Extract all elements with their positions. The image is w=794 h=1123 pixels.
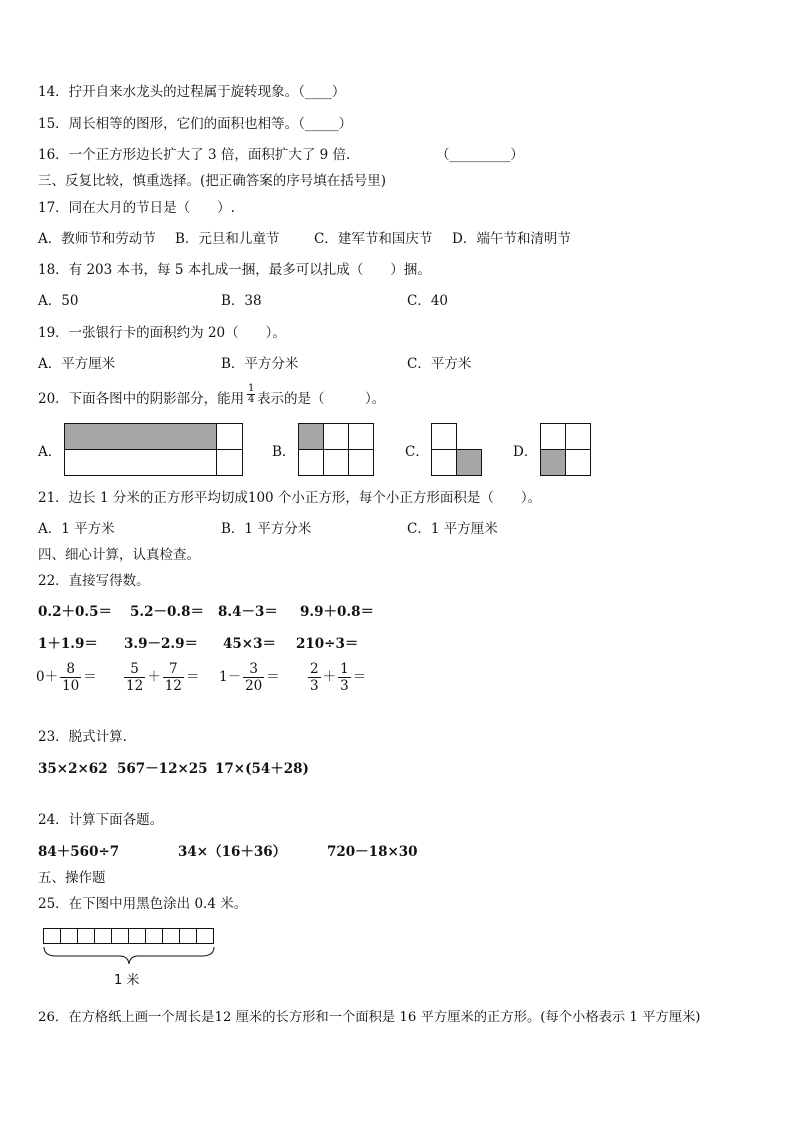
q22-r3-4-operator: ＋ xyxy=(322,669,337,685)
fraction xyxy=(163,661,184,694)
q17-option-d: D．端午节和清明节 xyxy=(452,231,571,247)
q20-c-shaded-cell xyxy=(457,450,482,476)
q18-option-a: A．50 xyxy=(38,293,79,309)
fraction xyxy=(60,661,81,694)
q22-r3-1-equals: ＝ xyxy=(83,669,97,685)
denominator: 12 xyxy=(164,678,182,694)
q19-option-c: C．平方米 xyxy=(407,356,472,372)
q18-option-b: B．38 xyxy=(221,293,262,309)
q20-b-cell xyxy=(299,450,324,476)
fraction xyxy=(243,661,264,694)
q20-b-cell xyxy=(349,450,374,476)
numerator: 2 xyxy=(310,661,319,677)
q20-c-cell xyxy=(432,450,457,476)
q20-b-cell xyxy=(324,450,349,476)
q20-label-c: C． xyxy=(405,444,429,460)
q17-option-a: A．教师节和劳动节 xyxy=(38,231,156,247)
q20-a-shaded-cell xyxy=(65,424,217,450)
question-16-answer-paren: （_________） xyxy=(436,147,524,163)
q22-r2-item-2: 3.9－2.9＝ xyxy=(124,636,198,652)
q20-label-d: D． xyxy=(513,444,538,460)
q21-option-b: B．1 平方分米 xyxy=(221,521,312,537)
numerator: 5 xyxy=(124,661,145,678)
section-4-heading: 四、细心计算，认真检查。 xyxy=(38,547,200,563)
question-25: 25．在下图中用黑色涂出 0.4 米。 xyxy=(38,896,248,912)
q22-r1-item-4: 9.9＋0.8＝ xyxy=(300,604,374,620)
fraction xyxy=(124,661,145,694)
numerator: 1 xyxy=(340,661,349,677)
q22-r3-2-equals: ＝ xyxy=(185,669,200,685)
q20-a-cell xyxy=(65,450,217,476)
fraction xyxy=(308,661,321,694)
q20-b-cell xyxy=(324,424,349,450)
question-15: 15．周长相等的图形，它们的面积也相等。（_____） xyxy=(38,116,353,132)
question-20-prefix: 20．下面各图中的阴影部分，能用 xyxy=(38,391,245,407)
q21-option-c: C．1 平方厘米 xyxy=(407,521,498,537)
q20-figure-b xyxy=(298,423,376,477)
question-18: 18．有 203 本书，每 5 本扎成一捆，最多可以扎成（ ）捆。 xyxy=(38,262,431,278)
denominator: 12 xyxy=(126,678,144,694)
q22-r1-item-2: 5.2－0.8＝ xyxy=(130,604,204,620)
q23-item-1: 35×2×62 xyxy=(38,761,108,777)
question-16: 16．一个正方形边长扩大了 3 倍，面积扩大了 9 倍. xyxy=(38,147,351,163)
question-14: 14．拧开自来水龙头的过程属于旋转现象。（____） xyxy=(38,84,346,100)
q20-b-shaded-cell xyxy=(299,424,324,450)
q20-label-a: A． xyxy=(38,444,62,460)
numerator: 7 xyxy=(163,661,184,678)
q20-d-cell xyxy=(566,424,591,450)
q24-item-2: 34×（16＋36） xyxy=(178,844,287,860)
q24-item-3: 720－18×30 xyxy=(327,844,418,860)
question-20-suffix: 表示的是（ ）。 xyxy=(257,391,386,407)
q20-a-cell xyxy=(217,424,243,450)
q17-option-c: C．建军节和国庆节 xyxy=(314,231,433,247)
question-17: 17．同在大月的节日是（ ）. xyxy=(38,200,235,216)
q22-r2-item-1: 1＋1.9＝ xyxy=(38,636,98,652)
q19-option-b: B．平方分米 xyxy=(221,356,299,372)
q20-b-cell xyxy=(349,424,374,450)
q20-fraction xyxy=(247,384,255,405)
q22-r2-item-3: 45×3＝ xyxy=(223,636,276,652)
question-19: 19．一张银行卡的面积约为 20（ ）。 xyxy=(38,325,286,341)
q20-fraction-denominator: 4 xyxy=(248,394,255,405)
question-23: 23．脱式计算. xyxy=(38,729,127,745)
q22-r3-item-4 xyxy=(306,661,366,694)
q22-r1-item-1: 0.2＋0.5＝ xyxy=(38,604,112,620)
denominator: 10 xyxy=(62,678,80,694)
denominator: 3 xyxy=(310,678,319,694)
q22-r3-3-prefix: 1－ xyxy=(219,669,242,685)
q20-d-shaded-cell xyxy=(541,450,566,476)
q22-r3-item-2 xyxy=(122,661,199,694)
q22-r3-2-operator: ＋ xyxy=(147,669,161,685)
question-21: 21．边长 1 分米的正方形平均切成100 个小正方形，每个小正方形面积是（ ）。 xyxy=(38,490,542,506)
denominator: 3 xyxy=(340,678,349,694)
q22-r3-item-3 xyxy=(219,661,280,694)
numerator: 3 xyxy=(243,661,264,678)
q24-item-1: 84＋560÷7 xyxy=(38,844,120,860)
q22-r2-item-4: 210÷3＝ xyxy=(296,636,359,652)
q20-fraction-numerator: 1 xyxy=(248,383,255,394)
q25-ruler-label: 1 米 xyxy=(114,973,140,988)
q20-figure-a xyxy=(64,423,244,477)
section-5-heading: 五、操作题 xyxy=(38,870,106,886)
section-3-heading: 三、反复比较，慎重选择。(把正确答案的序号填在括号里) xyxy=(38,173,387,189)
q22-r1-item-3: 8.4－3＝ xyxy=(218,604,278,620)
q25-ruler-strip xyxy=(42,927,218,967)
q20-d-cell xyxy=(566,450,591,476)
question-26: 26．在方格纸上画一个周长是12 厘米的长方形和一个面积是 16 平方厘米的正方形。(每个小格表示 1 平方厘米) xyxy=(38,1010,701,1025)
q20-figure-c xyxy=(431,423,485,477)
q20-a-cell xyxy=(217,450,243,476)
q21-option-a: A．1 平方米 xyxy=(38,521,115,537)
fraction xyxy=(338,661,351,694)
q22-r3-3-equals: ＝ xyxy=(266,669,280,685)
numerator: 8 xyxy=(60,661,81,678)
q22-r3-1-prefix: 0＋ xyxy=(36,669,59,685)
q25-brace xyxy=(44,947,214,964)
q20-d-cell xyxy=(541,424,566,450)
question-24: 24．计算下面各题。 xyxy=(38,812,164,828)
question-22: 22．直接写得数。 xyxy=(38,573,150,589)
q22-r3-item-1 xyxy=(36,661,97,694)
q20-figure-d xyxy=(540,423,594,477)
q22-r3-4-equals: ＝ xyxy=(352,669,367,685)
denominator: 20 xyxy=(245,678,263,694)
q23-item-3: 17×(54＋28) xyxy=(215,761,309,777)
q20-label-b: B． xyxy=(272,444,296,460)
q17-option-b: B．元旦和儿童节 xyxy=(175,231,280,247)
q20-c-cell xyxy=(432,424,457,450)
q18-option-c: C．40 xyxy=(407,293,449,309)
q23-item-2: 567－12×25 xyxy=(117,761,208,777)
q19-option-a: A．平方厘米 xyxy=(38,356,116,372)
